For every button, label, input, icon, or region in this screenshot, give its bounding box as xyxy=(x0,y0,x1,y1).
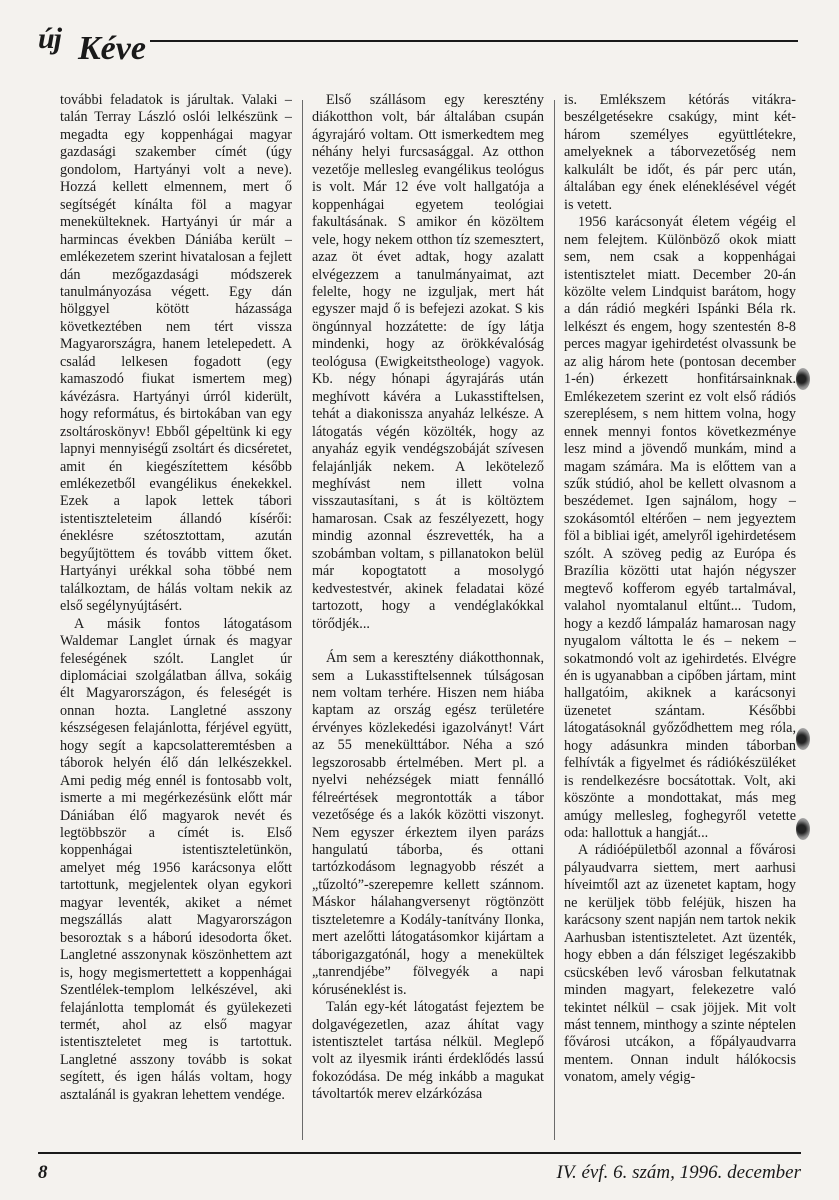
binder-hole xyxy=(796,368,810,390)
masthead xyxy=(38,18,798,74)
page-number: 8 xyxy=(38,1162,48,1183)
paragraph: 1956 karácsonyát életem végéig el nem felejtem. Különböző okok miatt sem, nem csak a koppenhágai istentisztelet miatt. December 20-án közölte velem Lindquist barátom, hogy a dán rádió megkéri Ispánki Béla rk. lelkészt és engem, hogy szentestén 8-8 perces magyar igehirdetést olvassunk be az alig három hete (pontosan december 1-én) érkezett honfitársainknak. Emlékezetem szerint ez volt első rádiós szereplésem, s nem hittem volna, hogy ennek mennyi fontos következménye lesz mind a jövendő munkám, mind a magam számára. Ma is előttem van a szűk stúdió, ahol be kellett olvasnom a beszédemet. Igen sajnálom, hogy – szokásomtól eltérően – nem jegyeztem föl a bibliai igét, amelyről igehirdetésem szólt. A szöveg pedig az Európa és Brazília közötti utat hajón négyszer megtevő kofferom egyéb tartalmával, valahol nyomtalanul eltűnt... Tudom, hogy a kezdő lámpaláz hamarosan nagy nyugalom váltotta le és – nekem – sokatmondó volt az igehirdetés. Elvégre én is ugyanabban a cipőben jártam, mint hallgatóim, akiknek a karácsonyi üzenetet szántam. Későbbi látogatásoknál győződhettem meg róla, hogy adásunkra minden táborban felhívták a figyelmet és rádiókészüléket is rendelkezésre bocsátottak. Volt, aki köszönte a mondottakat, más meg amúgy mellesleg, foghegyről vetette oda: hallottuk a hangját... xyxy=(564,214,796,842)
paragraph: Talán egy-két látogatást fejeztem be dolgavégezetlen, azaz áhítat vagy istentisztelet tartása nélkül. Meglepő volt az ilyesmik iránti érdeklődés lassú fokozódása. De még inkább a magukat távoltartók merev elzárkózása xyxy=(312,999,544,1103)
logo-uj: új xyxy=(38,22,62,55)
paragraph: A másik fontos látogatásom Waldemar Langlet úrnak és magyar feleségének szólt. Langlet úr diplomáciai szolgálatban állva, sokáig élt Magyarországon, és feleségét is onnan hozta. Langletné asszony készségesen felajánlotta, férjével együtt, hogy segít a kapcsolatteremtésben a táborok helyén élő dán lelkészekkel. Ami pedig még ennél is fontosabb volt, ismerte a mi megérkezésünk előtt már Dániában élő magyarok nevét és legtöbbször a címét is. Első koppenhágai istentiszteletünkön, amelyet még 1956 karácsonya előtt tartottunk, megjelentek olyan egykori magyar leventék, akiket a német megszállás alatt Magyarországon besoroztak s a háború idesodorta őket. Langletné asszonynak köszönhettem azt is, hogy megismertettett a koppenhágai Szentlélek-templom lelkészével, aki felajánlotta templomát és gyülekezeti termét, ahol az első magyar istentiszteletet meg is tartottuk. Langletné asszony tovább is sokat segített, és igen hálás voltam, hogy asztalánál is gyakran lehettem vendége. xyxy=(60,615,292,1103)
issue-line: IV. évf. 6. szám, 1996. december xyxy=(556,1162,801,1183)
column-divider xyxy=(554,100,555,1140)
paragraph: Ám sem a keresztény diákotthonnak, sem a Lukasstiftelsennek túlságosan nem voltam terhére. Hiszen nem hiába kaptam az ország egész területére érvényes közlekedési igazolványt! Várt az 55 menekülttábor. Néha a szó legszorosabb értelmében. Mert pl. a nyelvi nehézségek miatt fennálló félreértések megrontották a tábor vezetősége és a lakók közötti viszonyt. Nem egyszer érkeztem ilyen parázs hangulatú táborba, és ottani tartózkodásom legnagyobb részét a „tűzoltó”-szerepemre kellett szánnom. Máskor hálahangversenyt rögtönzött tiszteletemre a Kodály-tanítvány Ilonka, mert azelőtti látogatásomkor kijártam a táborigazgatónál, hogy a menekültek „tanrendjébe” fölvegyék a napi kóruséneklést is. xyxy=(312,650,544,998)
logo-keve: Kéve xyxy=(78,30,146,67)
paragraph: Első szállásom egy keresztény diákotthon volt, bár általában csupán ágyrajáró voltam. Ott ismerkedtem meg néhány helyi furcsasággal. Az otthon vezetője mellesleg evangélikus teológus is volt. Már 12 éve volt hallgatója a koppenhágai egyetem teológiai fakultásának. S amikor én közöltem vele, hogy nekem otthon tíz szemesztert, azaz öt évet adtak, hogy azalatt elvégezzem a tanulmányaimat, azt felelte, hogy ne izguljak, mert hát egyszer majd ő is befejezi azokat. S kis öngúnnyal hozzátette: de így látja mindenki, hogy az örökkévalóság teológusa (Ewigkeitstheologe) vagyok. Kb. négy hónapi ágyrajárás után meghívott kávéra a Lukasstiftelsen, tehát a diakonissza anyaház lelkésze. A látogatás végén közölték, hogy az anyaház egyik vendégszobáját szívesen felajánlják nekem. A lekötelező meghívást nem illett volna visszautasítani, s át is költöztem hamarosan. Csak az feszélyezett, hogy mindig azonnal észrevették, ha a szobámban voltam, s pillanatokon belül már kopogtatott a mosolygó kedvestestvér, akinek feladatai közé tartozott, hogy a vendéglakókkal törődjék... xyxy=(312,92,544,632)
header-rule xyxy=(150,40,798,42)
paragraph: A rádióépületből azonnal a fővárosi pályaudvarra siettem, mert aarhusi híveimtől azt az üzenetet kaptam, hogy ne kerüljek több feléjük, hiszen ha karácsony szent napján nem tartok nekik Aarhusban istentiszteletet. Azt üzenték, hogy ebben a dán félsziget legészakibb csücskében levő városban felkutatnak minden magyart, felekezetre való tekintet nélkül – csak jöjjek. Mit volt mást tennem, minthogy a szinte néptelen fővárosi utcákon, a főpályaudvarra mentem. Onnan indult hálókocsis vonatom, amely végig- xyxy=(564,842,796,1086)
column-1 xyxy=(60,92,292,1160)
paragraph: is. Emlékszem kétórás vitákra-beszélgetésekre csakúgy, mint két-három személyes együttlétekre, amelyeknek a táborvezetőség nem kalkulált be időt, és pár perc után, általában egy ének eléneklésével végét is vetett. xyxy=(564,92,796,213)
column-divider xyxy=(302,100,303,1140)
column-2 xyxy=(312,92,544,1160)
binder-hole xyxy=(796,728,810,750)
paragraph: további feladatok is járultak. Valaki – talán Terray László oslói lelkészünk – megadta egy koppenhágai magyar gazdasági szakember címét (úgy gondolom, Hartyányi volt a neve). Hozzá kellett elmennem, mert ő segítségét kínálta föl a magyar menekülteknek. Hartyányi úr már a harmincas években Dániába került – emlékezetem szerint hivatalosan a fejlett dán mezőgazdasági módszerek tanulmányozása végett. Egy dán hölggyel kötött házassága következtében nem tért vissza Magyarországra, hanem letelepedett. A család lelkesen fogadott (egy kamaszodó fiukat ismertem meg) kávézásra. Hartyányi úrról kiderült, hogy református, és birtokában van egy zsoltároskönyv! Ebből gépeltünk ki egy lapnyi mennyiségű zsoltárt és dicséretet, amit én kiegészítettem később emlékezetből evangélikus énekekkel. Ezek a lapok lettek tábori istentiszteleteim állandó kísérői: éneklésre szétosztottam, azután begyűjtöttem és tovább vittem őket. Hartyányi urékkal soha többé nem találkoztam, de hálás voltam nekik az első segélynyújtásért. xyxy=(60,92,292,615)
footer-rule xyxy=(38,1152,801,1154)
binder-hole xyxy=(796,818,810,840)
column-3 xyxy=(564,92,796,1160)
article-body xyxy=(60,92,802,1160)
